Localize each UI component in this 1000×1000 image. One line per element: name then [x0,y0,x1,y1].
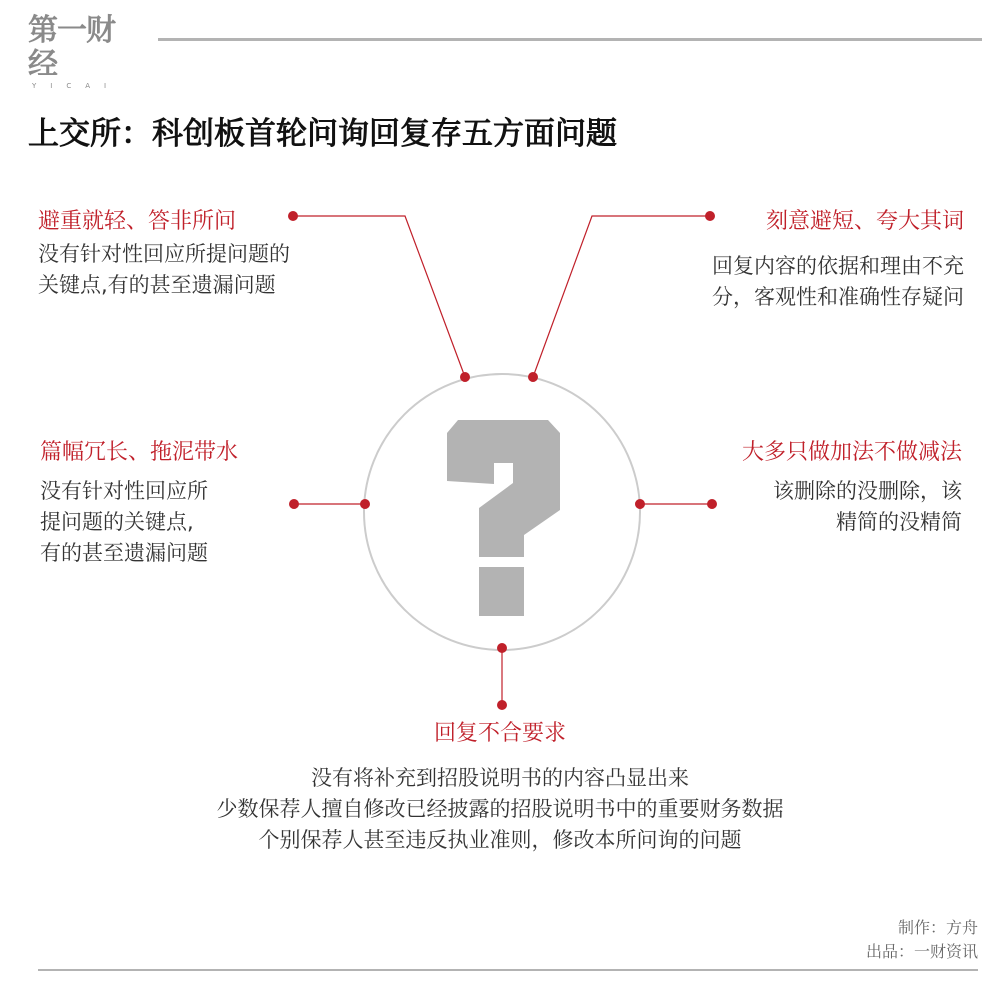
maker-credit: 制作：方舟 [897,918,978,937]
issue-body [38,239,290,301]
issue-line: 回复内容的依据和理由不充 [712,254,964,278]
issue-line: 没有针对性回应所提问题的 [38,242,290,266]
question-mark-icon [447,420,560,557]
issue-line: 个别保荐人甚至违反执业准则，修改本所问询的问题 [258,828,742,852]
issue-body [0,763,1000,856]
dot-left [360,499,370,509]
issue-line: 提问题的关键点, [40,510,194,534]
issue-heading: 避重就轻、答非所问 [38,209,237,234]
issue-2 [712,204,964,313]
source-credit: 出品：一财资讯 [865,942,978,961]
credits [866,916,978,964]
dot-right-end [707,499,717,509]
dot-top-right [528,372,538,382]
logo-text: 第一财经 [28,13,115,82]
dot-bottom [497,643,507,653]
issue-heading: 刻意避短、夸大其词 [765,209,964,234]
issue-line: 精简的没精简 [836,510,962,534]
dot-right [635,499,645,509]
issue-heading: 大多只做加法不做减法 [741,440,962,465]
issue-5 [0,716,1000,856]
issue-4 [742,435,962,538]
logo-subtext: YICAI [32,82,121,90]
issue-heading: 篇幅冗长、拖泥带水 [40,440,239,465]
issue-1 [38,204,290,301]
issue-line: 没有针对性回应所 [40,479,208,503]
dot-bottom-end [497,700,507,710]
issue-heading: 回复不合要求 [433,721,566,746]
issue-line: 有的甚至遗漏问题 [40,541,208,565]
connector-top-left [293,216,465,377]
issue-line: 分，客观性和准确性存疑问 [712,285,964,309]
issue-body [40,476,238,569]
issue-3 [40,435,238,569]
issue-line: 关键点,有的甚至遗漏问题 [38,273,276,297]
issue-line: 没有将补充到招股说明书的内容凸显出来 [311,766,689,790]
issue-body [712,251,964,313]
question-mark-dot [479,567,524,616]
dot-left-end [289,499,299,509]
issue-line: 该删除的没删除，该 [773,479,962,503]
issue-line: 少数保荐人擅自修改已经披露的招股说明书中的重要财务数据 [216,797,784,821]
footer-divider [38,969,978,971]
dot-top-left [460,372,470,382]
page-title: 上交所：科创板首轮问询回复存五方面问题 [28,116,617,152]
issue-body [742,476,962,538]
connector-top-right [533,216,710,377]
